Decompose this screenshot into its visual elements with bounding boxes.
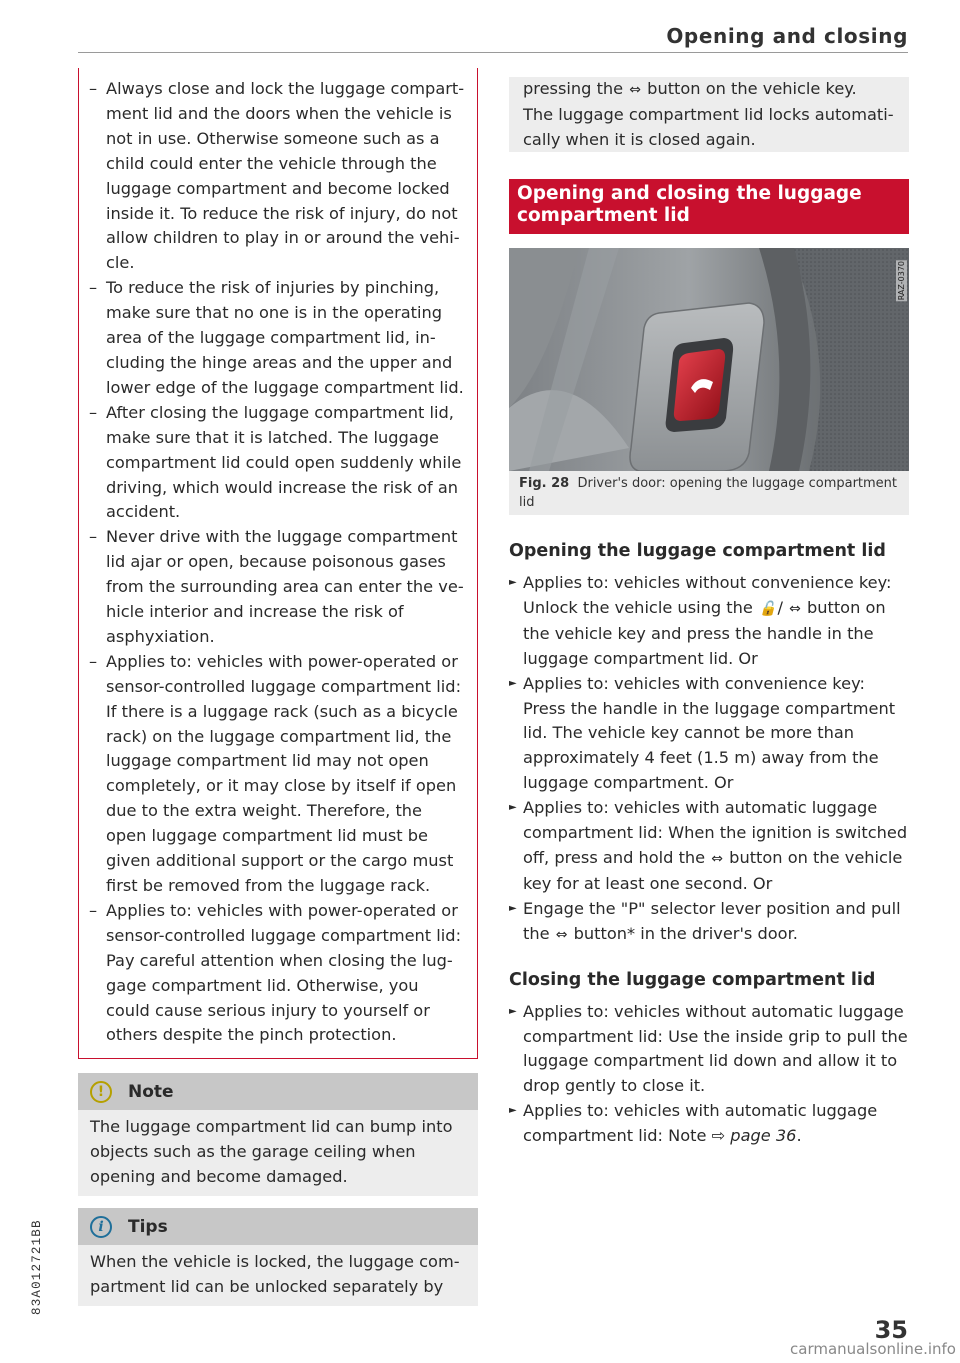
warning-item: – After closing the luggage compartment lid, make sure that it is latched. The luggage compartment lid could open suddenly while driving, which would increase the risk of an accident. <box>89 401 465 526</box>
tips-header <box>78 1208 478 1245</box>
figure-caption: Fig. 28 Driver's door: opening the luggage compartment lid <box>509 471 909 515</box>
page-reference-link[interactable]: ⇨ page 36 <box>711 1126 797 1146</box>
continued-line-1: pressing the ⇔ button on the vehicle key. <box>523 79 857 98</box>
warning-item: – Never drive with the luggage compartment lid ajar or open, because poisonous gases from the surrounding area can enter the vehicle interior and increase the risk of asphyxiation. <box>89 525 465 650</box>
right-column <box>509 77 909 1149</box>
figure-door-switch <box>509 248 909 471</box>
exclamation-icon: ! <box>90 1081 112 1103</box>
warning-item: – Always close and lock the luggage compartment lid and the doors when the vehicle is not in use. Otherwise someone such as a child could enter the vehicle through the luggage compartment and become locked inside it. To reduce the risk of injury, do not allow children to play in or around the vehicle. <box>89 77 465 276</box>
note-body: The luggage compartment lid can bump into objects such as the garage ceiling when opening and become damaged. <box>78 1110 478 1196</box>
closing-item: ► Applies to: vehicles with automatic luggage compartment lid: Note ⇨ page 36. <box>509 1099 909 1149</box>
continued-text-box <box>509 77 909 152</box>
figure-label: Fig. 28 <box>519 476 570 491</box>
door-switch-illustration <box>509 248 909 471</box>
warning-list <box>89 77 465 1048</box>
warning-box <box>78 68 478 1059</box>
opening-item: ► Applies to: vehicles without convenience key: Unlock the vehicle using the 🔓/ ⇔ button on the vehicle key and press the handle in the luggage compartment lid. Or <box>509 571 909 672</box>
key-trunk-icon: ⇔ <box>789 600 801 617</box>
opening-item: ► Engage the "P" selector lever position and pull the ⇔ button* in the driver's door. <box>509 897 909 948</box>
warning-item: – To reduce the risk of injuries by pinching, make sure that no one is in the operating area of the luggage compartment lid, including the hinge areas and the upper and lower edge of the luggage compartment lid. <box>89 276 465 401</box>
warning-item: – Applies to: vehicles with power-operated or sensor-controlled luggage compartment lid: Pay careful attention when closing the luggage compartment lid. Otherwise, you could cause serious injury to yourself or others despite the pinch protection. <box>89 899 465 1048</box>
opening-heading: Opening the luggage compartment lid <box>509 541 886 561</box>
unlock-icon: 🔓 <box>759 600 777 617</box>
note-label: Note <box>128 1081 174 1102</box>
closing-item: ► Applies to: vehicles without automatic luggage compartment lid: Use the inside grip to pull the luggage compartment lid down and allow it to drop gently to close it. <box>509 1000 909 1100</box>
closing-list <box>509 1000 909 1149</box>
header-rule <box>78 52 908 53</box>
note-header <box>78 1073 478 1110</box>
warning-item: – Applies to: vehicles with power-operated or sensor-controlled luggage compartment lid: If there is a luggage rack (such as a bicycle rack) on the luggage compartment lid, the luggage compartment lid may not open completely, or it may close by itself if open due to the extra weight. Therefore, the open luggage compartment lid must be given additional support or the cargo must first be removed from the luggage rack. <box>89 650 465 899</box>
opening-list <box>509 571 909 948</box>
left-column <box>78 68 478 1306</box>
document-code: 83A012721BB <box>30 1219 44 1315</box>
key-trunk-icon: ⇔ <box>555 926 568 943</box>
figure-code: RAZ-0370 <box>897 261 906 301</box>
continued-line-2: The luggage compartment lid locks automatically when it is closed again. <box>523 104 894 149</box>
closing-heading: Closing the luggage compartment lid <box>509 969 876 990</box>
footer-watermark: carmanualsonline.info <box>790 1340 956 1358</box>
section-title: Opening and closing the luggage compartment lid <box>509 179 909 234</box>
key-trunk-icon: ⇔ <box>711 850 724 867</box>
page-number: 35 <box>874 1316 908 1344</box>
page-header-title: Opening and closing <box>666 24 908 48</box>
opening-item: ► Applies to: vehicles with convenience key: Press the handle in the luggage compartment lid. The vehicle key cannot be more than approximately 4 feet (1.5 m) away from the luggage compartment. Or <box>509 672 909 797</box>
opening-item: ► Applies to: vehicles with automatic luggage compartment lid: When the ignition is switched off, press and hold the ⇔ button on the vehicle key for at least one second. Or <box>509 796 909 897</box>
info-icon: i <box>90 1216 112 1238</box>
tips-body: When the vehicle is locked, the luggage compartment lid can be unlocked separately by <box>78 1245 478 1306</box>
tips-label: Tips <box>128 1216 168 1237</box>
key-trunk-icon: ⇔ <box>629 82 642 98</box>
